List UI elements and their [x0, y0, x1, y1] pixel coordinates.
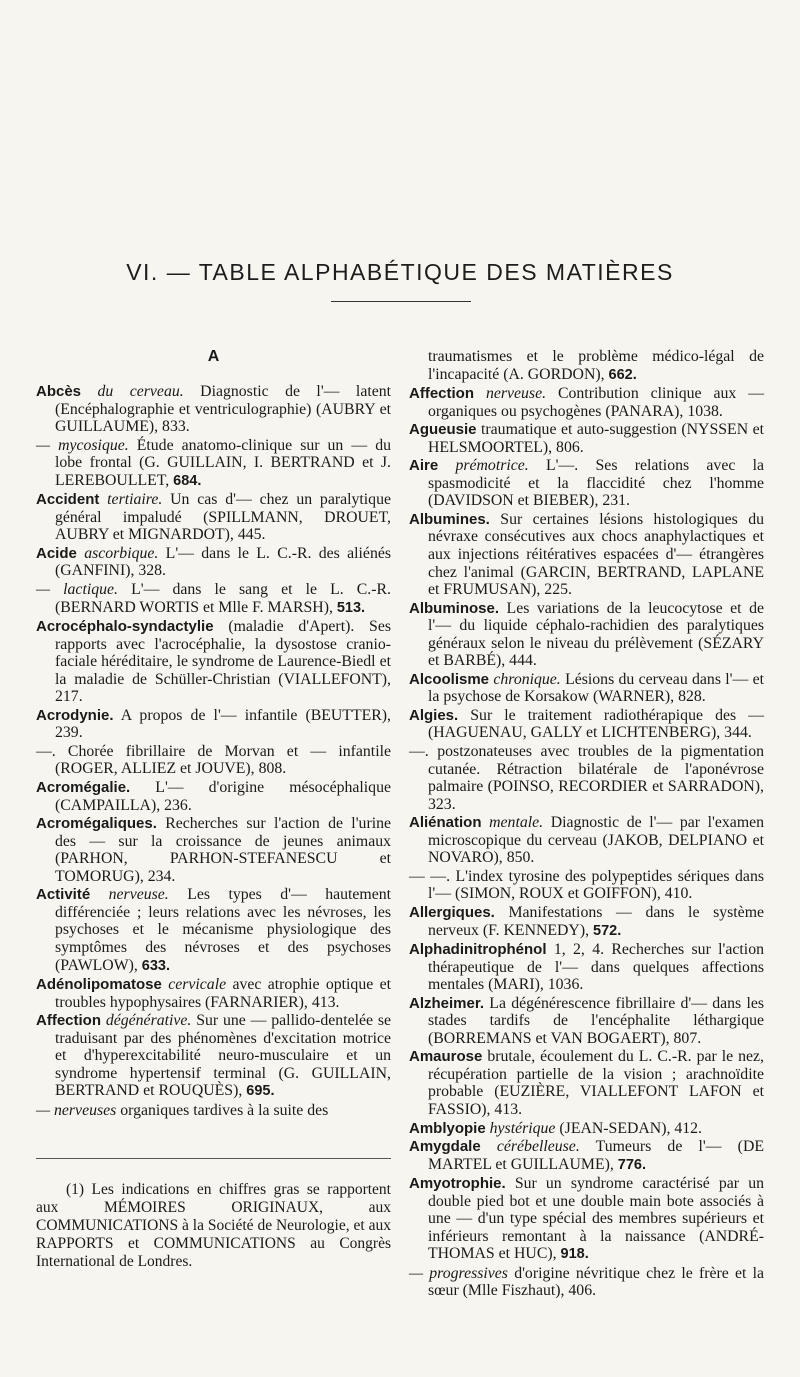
entry-qualifier: nerveuse. [108, 886, 169, 904]
index-entry [36, 743, 391, 778]
entry-text: avec atrophie optique et troubles hypophysaires (FARNARIER), 413. [55, 976, 391, 1011]
index-entry [409, 707, 764, 742]
entry-text: Les variations de la leucocytose et de l'— du liquide céphalo-rachidien des paralytiques généraux selon le niveau du prélèvement (SÉZARY et BARBÉ), 444. [428, 599, 764, 670]
footnote-text: (1) Les indications en chiffres gras se rapportent aux MÉMOIRES ORIGINAUX, aux COMMUNICATIONS à la Société de Neurologie, et aux RAPPORTS et COMMUNICATIONS au Congrès International de Londres. [36, 1181, 391, 1270]
entry-text: Sur le traitement radiothérapique des — (HAGUENAU, GALLY et LICHTENBERG), 344. [428, 706, 764, 742]
entry-text: Diagnostic de l'— par l'examen microscopique du cerveau (JAKOB, DELPIANO et NOVARO), 850. [428, 814, 765, 867]
page-title: VI. — TABLE ALPHABÉTIQUE DES MATIÈRES [126, 259, 674, 285]
index-entry [409, 995, 764, 1048]
right-column [409, 348, 764, 1301]
entry-headword: Activité [36, 886, 91, 904]
entry-text: Étude anatomo-clinique sur un — du lobe frontal (G. GUILLAIN, I. BERTRAND et J. LEREBOULLET, [55, 436, 391, 489]
index-entry [36, 1012, 391, 1101]
entry-text: —. Chorée fibrillaire de Morvan et — infantile (ROGER, ALLIEZ et JOUVE), 808. [36, 742, 391, 778]
entry-qualifier: chronique. [493, 670, 561, 688]
entry-page-ref: 776. [617, 1156, 646, 1173]
index-entry [409, 457, 764, 510]
entry-headword: Allergiques. [409, 903, 495, 921]
entry-qualifier: tertiaire. [107, 491, 163, 509]
entry-qualifier: — lactique. [36, 581, 118, 599]
index-entry [409, 600, 764, 670]
entry-headword: Amyotrophie. [409, 1175, 506, 1193]
index-entry [36, 976, 391, 1011]
index-entry [409, 814, 764, 867]
index-entry [409, 385, 764, 420]
entry-headword: Aire [409, 457, 439, 475]
entry-text: d'origine névritique chez le frère et la sœur (Mlle Fiszhaut), 406. [428, 1264, 764, 1300]
entry-page-ref: 918. [560, 1246, 589, 1263]
entry-qualifier: — nerveuses [36, 1101, 117, 1119]
entry-headword: Albumines. [409, 510, 490, 528]
index-entry [36, 815, 391, 885]
entry-text: Manifestations — dans le système nerveux (F. KENNEDY), [428, 903, 764, 939]
entry-headword: Alcoolisme [409, 670, 490, 688]
entry-qualifier: ascorbique. [84, 544, 159, 562]
entry-headword: Amblyopie [409, 1119, 486, 1137]
index-entry [36, 491, 391, 544]
index-entry [36, 581, 391, 617]
entry-text: Recherches sur l'action de l'urine des — sur la croissance de jeunes animaux (PARHON, PARHON-STEFANESCU et TOMORUG), 234. [55, 815, 392, 885]
entry-text: L'—. Ses relations avec la spasmodicité et la flaccidité chez l'homme (DAVIDSON et BIEBER), 231. [428, 457, 765, 510]
entry-page-ref: 695. [246, 1083, 275, 1100]
entry-text: (JEAN-SEDAN), 412. [559, 1119, 703, 1137]
index-entry [409, 743, 764, 813]
entry-text: Tumeurs de l'— (DE MARTEL et GUILLAUME), [428, 1138, 764, 1173]
entry-headword: Acide [36, 544, 77, 562]
entry-text: Contribution clinique aux — organiques ou psychogènes (PANARA), 1038. [428, 385, 764, 420]
entry-qualifier: nerveuse. [485, 385, 547, 403]
entry-text: L'— d'origine mésocéphalique (CAMPAILLA), 236. [55, 779, 391, 814]
entry-qualifier: prémotrice. [455, 457, 529, 475]
entry-text: Sur certaines lésions histologiques du névraxe consécutives aux chocs anaphylactiques et aux injections réitératives espacées d'— étrangères chez l'animal (GARCIN, BERTRAND, LAPLANE et FRUMUSAN), 225. [428, 510, 764, 599]
entry-qualifier: du cerveau. [97, 383, 184, 400]
entry-text: organiques tardives à la suite des [120, 1101, 329, 1119]
entry-text: —. postzonateuses avec troubles de la pigmentation cutanée. Rétraction bilatérale de l'aponévrose palmaire (POINSO, RECORDIER et SARRADON), 323. [409, 743, 764, 813]
index-entry [36, 383, 391, 436]
entry-qualifier: — mycosique. [36, 436, 129, 454]
entry-headword: Alzheimer. [409, 994, 485, 1012]
entry-page-ref: 662. [608, 366, 637, 383]
entry-headword: Aliénation [409, 814, 482, 832]
title-divider [331, 301, 471, 302]
entry-qualifier: cervicale [168, 976, 227, 994]
entry-text: (maladie d'Apert). Ses rapports avec l'acrocéphalie, la dysostose cranio-faciale héréditaire, le syndrome de Laurence-Biedl et la maladie de Schüller-Christian (VIALLEFONT), 217. [55, 618, 392, 706]
index-entry [409, 1265, 764, 1300]
entry-headword: Algies. [409, 706, 459, 724]
index-entry [36, 545, 391, 580]
entry-qualifier: mentale. [489, 814, 544, 832]
entry-text: Sur un syndrome caractérisé par un double pied bot et une double main bote associés à une — d'un type spécial des membres supérieurs et inférieurs remontant à la naissance (ANDRÉ-THOMAS et HUC), [428, 1175, 764, 1263]
footnote [36, 1158, 391, 1271]
index-entry [409, 1138, 764, 1174]
left-entry-list [36, 383, 391, 1119]
index-entry [36, 1102, 391, 1120]
entry-headword: Abcès [36, 383, 82, 400]
entry-headword: Amygdale [409, 1138, 481, 1156]
right-entry-list [409, 348, 764, 1300]
entry-qualifier: dégénérative. [105, 1012, 192, 1030]
entry-headword: Alphadinitrophénol [409, 941, 547, 959]
entry-headword: Adénolipomatose [36, 976, 162, 994]
index-entry [36, 779, 391, 814]
section-letter: A [207, 348, 220, 365]
index-entry [409, 1120, 764, 1138]
entry-page-ref: 572. [593, 922, 622, 939]
entry-headword: Affection [409, 385, 474, 403]
index-entry [36, 707, 391, 742]
entry-text: La dégénérescence fibrillaire d'— dans les stades tardifs de l'encéphalite léthargique (BORREMANS et VAN BOGAERT), 807. [428, 994, 764, 1047]
entry-qualifier: cérébelleuse. [496, 1138, 580, 1156]
entry-headword: Affection [36, 1012, 101, 1030]
entry-text: traumatique et auto-suggestion (NYSSEN et HELSMOORTEL), 806. [428, 421, 764, 456]
entry-text: 1, 2, 4. Recherches sur l'action thérapeutique de l'— dans quelques affections mentales (MARI), 1036. [428, 941, 764, 994]
index-entry [36, 886, 391, 975]
index-entry [409, 671, 764, 706]
entry-text: A propos de l'— infantile (BEUTTER), 239. [55, 706, 391, 742]
entry-qualifier: hystérique [489, 1119, 556, 1137]
entry-text: — —. L'index tyrosine des polypeptides sériques dans l'— (SIMON, ROUX et GOIFFON), 410. [409, 867, 764, 903]
entry-page-ref: 513. [336, 599, 366, 616]
index-entry [409, 348, 764, 384]
entry-page-ref: 684. [173, 472, 202, 489]
index-entry [409, 1175, 764, 1264]
entry-text: L'— dans le sang et le L. C.-R. (BERNARD WORTIS et Mlle F. MARSH), [55, 581, 391, 616]
entry-qualifier: — progressives [409, 1264, 508, 1282]
index-entry [409, 421, 764, 456]
index-entry [36, 618, 391, 706]
left-column [36, 348, 391, 1120]
entry-headword: Acrodynie. [36, 706, 114, 724]
entry-headword: Acrocéphalo-syndactylie [36, 618, 214, 636]
index-entry [409, 1048, 764, 1118]
entry-headword: Acromégalie. [36, 779, 131, 797]
entry-text: traumatismes et le problème médico-légal de l'incapacité (A. GORDON), [428, 348, 764, 383]
entry-text: Diagnostic de l'— latent (Encéphalographie et ventriculographie) (AUBRY et GUILLAUME), 833. [55, 383, 392, 436]
entry-headword: Amaurose [409, 1048, 483, 1066]
entry-text: L'— dans le L. C.-R. des aliénés (GANFINI), 328. [55, 544, 391, 580]
entry-text: Un cas d'— chez un paralytique général impaludé (SPILLMANN, DROUET, AUBRY et MIGNARDOT), 445. [55, 491, 391, 544]
index-entry [409, 868, 764, 903]
index-entry [409, 511, 764, 599]
index-entry [36, 437, 391, 491]
entry-headword: Acromégaliques. [36, 815, 157, 833]
entry-headword: Agueusie [409, 421, 477, 439]
index-entry [409, 941, 764, 994]
entry-headword: Accident [36, 491, 100, 509]
entry-text: Sur une — pallido-dentelée se traduisant par des phénomènes d'excitation motrice et d'hyperexcitabilité neuro-musculaire et un syndrome hypertensif terminal (G. GUILLAIN, BERTRAND et ROUQUÈS), [55, 1012, 392, 1100]
entry-page-ref: 633. [141, 957, 171, 974]
index-entry [409, 904, 764, 940]
entry-text: brutale, écoulement du L. C.-R. par le nez, récupération partielle de la vision ; arachnoïdite probable (EUZIÈRE, VIALLEFONT LAFON et FASSIO), 413. [428, 1048, 764, 1118]
entry-text: Lésions du cerveau dans l'— et la psychose de Korsakow (WARNER), 828. [428, 670, 765, 706]
entry-text: Les types d'— hautement différenciée ; leurs relations avec les névroses, les psychoses et le mécanisme physiologique des symptômes des névroses et des psychoses (PAWLOW), [55, 886, 392, 974]
entry-headword: Albuminose. [409, 599, 500, 617]
